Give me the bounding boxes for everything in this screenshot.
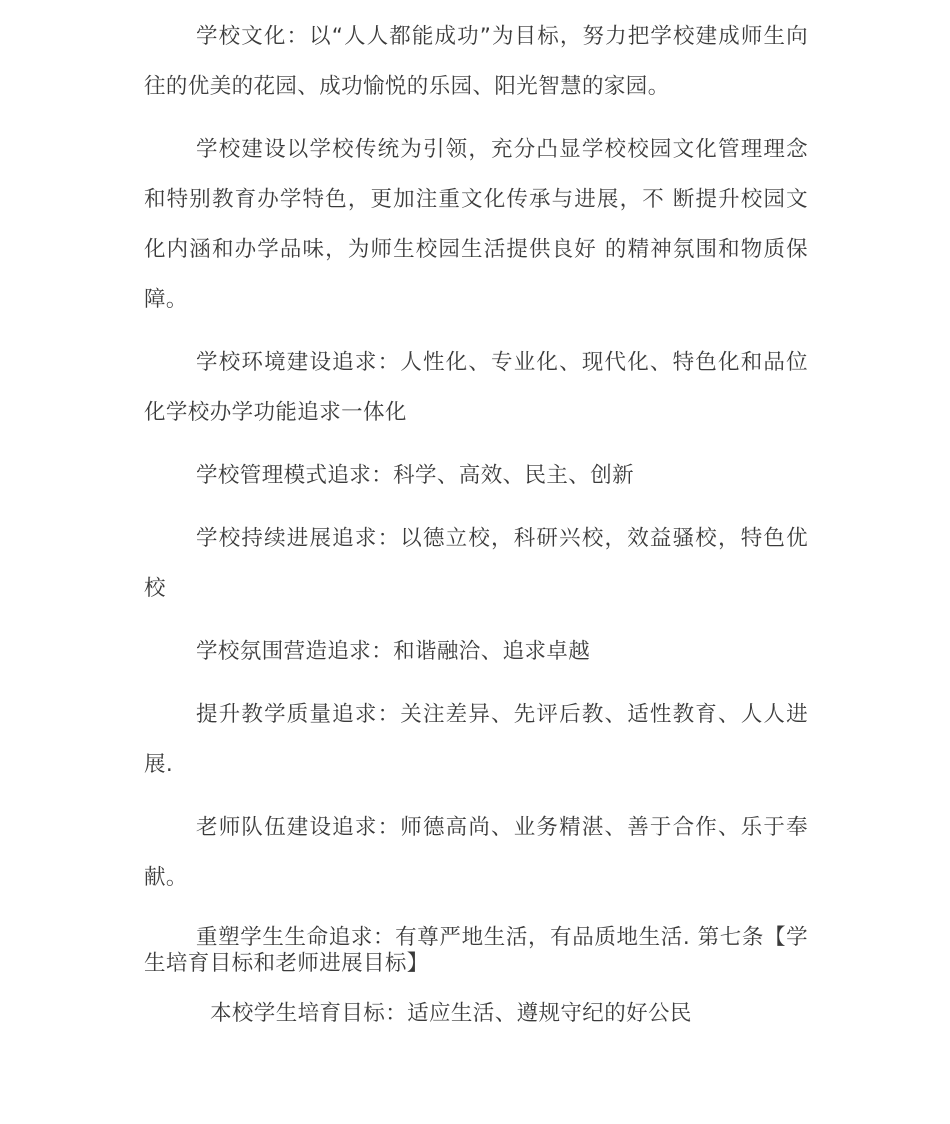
- paragraph-environment-goal: 学校环境建设追求：人性化、专业化、现代化、特色化和品位化学校办学功能追求一体化: [144, 350, 808, 425]
- paragraph-student-life-goal: 重塑学生生命追求：有尊严地生活，有品质地生活. 第七条【学生培育目标和老师进展目标】: [144, 925, 808, 976]
- document-page: [144, 12, 808, 1029]
- paragraph-school-culture: 学校文化：以“人人都能成功”为目标，努力把学校建成师生向往的优美的花园、成功愉悦的乐园、阳光智慧的家园。: [144, 24, 808, 99]
- paragraph-school-construction: 学校建设以学校传统为引领，充分凸显学校校园文化管理理念和特别教育办学特色，更加注重文化传承与进展，不 断提升校园文化内涵和办学品味，为师生校园生活提供良好 的精神氛围和物质保障。: [144, 137, 808, 312]
- paragraph-development-goal: 学校持续进展追求：以德立校，科研兴校，效益骚校，特色优校: [144, 526, 808, 601]
- paragraph-management-goal: 学校管理模式追求：科学、高效、民主、创新: [196, 463, 635, 488]
- paragraph-teaching-quality-goal: 提升教学质量追求：关注差异、先评后教、适性教育、人人进展.: [144, 702, 808, 777]
- paragraph-student-cultivation-goal: 本校学生培育目标：适应生活、遵规守纪的好公民: [210, 1001, 692, 1026]
- paragraph-teacher-team-goal: 老师队伍建设追求：师德高尚、业务精湛、善于合作、乐于奉献。: [144, 815, 808, 890]
- paragraph-atmosphere-goal: 学校氛围营造追求：和谐融洽、追求卓越: [196, 639, 591, 664]
